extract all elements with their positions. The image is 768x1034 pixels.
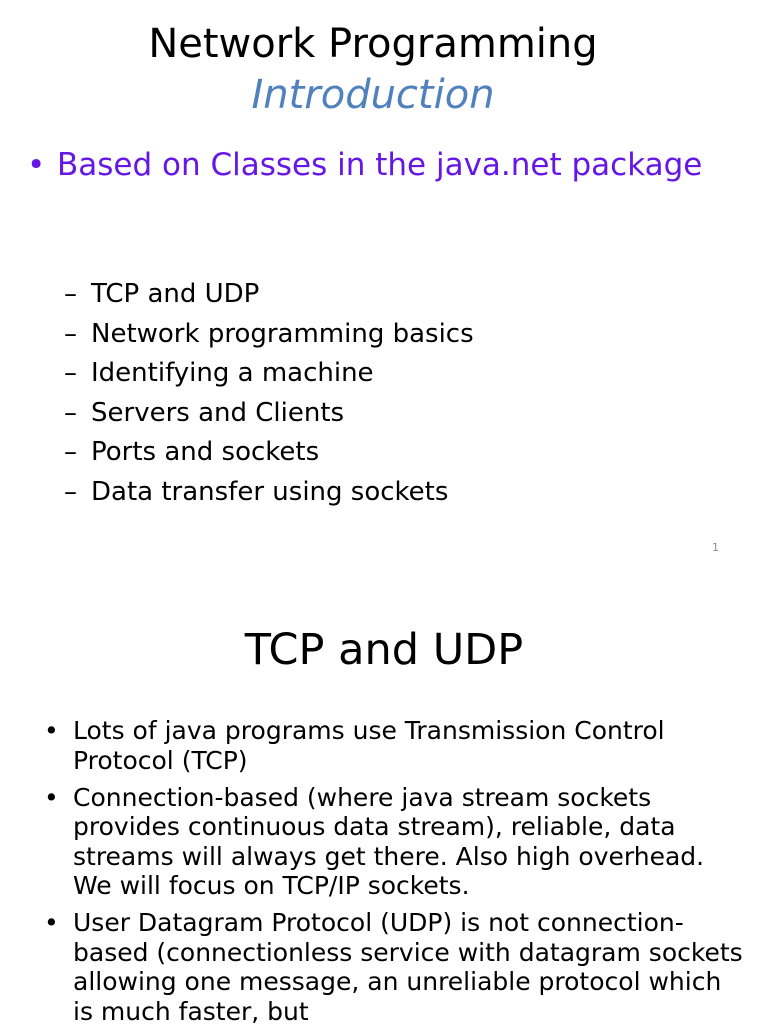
list-item bbox=[44, 716, 744, 775]
list-item bbox=[64, 354, 474, 394]
bullet-list bbox=[44, 716, 744, 1034]
list-item-text: Connection-based (where java stream sockets provides continuous data stream), reliable, data streams will always get there. Also high overhead. We will focus on TCP/IP sockets. bbox=[73, 782, 705, 900]
list-item-text: TCP and UDP bbox=[91, 279, 260, 309]
slide-subtitle: Introduction bbox=[251, 72, 495, 118]
topic-list bbox=[64, 275, 474, 513]
dash-marker: – bbox=[64, 397, 77, 428]
list-item bbox=[44, 783, 744, 901]
dash-marker: – bbox=[64, 358, 77, 389]
slide-2 bbox=[0, 576, 768, 1024]
list-item-text: Identifying a machine bbox=[91, 358, 374, 389]
slide-title: Network Programming bbox=[148, 21, 598, 67]
dash-marker: – bbox=[64, 476, 77, 507]
dash-marker: – bbox=[64, 437, 77, 468]
list-item bbox=[64, 473, 474, 513]
list-item bbox=[64, 315, 474, 355]
dash-marker: – bbox=[64, 318, 77, 349]
slide-title: TCP and UDP bbox=[244, 625, 524, 675]
list-item-text: Network programming basics bbox=[91, 318, 474, 349]
list-item bbox=[64, 275, 474, 315]
list-item bbox=[44, 908, 744, 1026]
lead-bullet bbox=[27, 146, 727, 184]
list-item-text: User Datagram Protocol (UDP) is not connection-based (connectionless service with datagram sockets allowing one message, an unreliable protocol which is much faster, but bbox=[73, 908, 743, 1026]
list-item bbox=[64, 433, 474, 473]
dash-marker: – bbox=[64, 279, 77, 309]
bullet-marker: • bbox=[44, 716, 59, 745]
list-item-text: Ports and sockets bbox=[91, 437, 320, 468]
list-item-text: Lots of java programs use Transmission Control Protocol (TCP) bbox=[73, 716, 665, 775]
list-item bbox=[64, 394, 474, 434]
bullet-marker: • bbox=[27, 147, 46, 183]
bullet-marker: • bbox=[44, 782, 59, 812]
bullet-marker: • bbox=[44, 908, 59, 937]
list-item-text: Servers and Clients bbox=[91, 397, 345, 428]
list-item-text: Data transfer using sockets bbox=[91, 476, 449, 507]
lead-bullet-text: Based on Classes in the java.net package bbox=[57, 147, 703, 183]
page-number: 1 bbox=[712, 541, 719, 554]
